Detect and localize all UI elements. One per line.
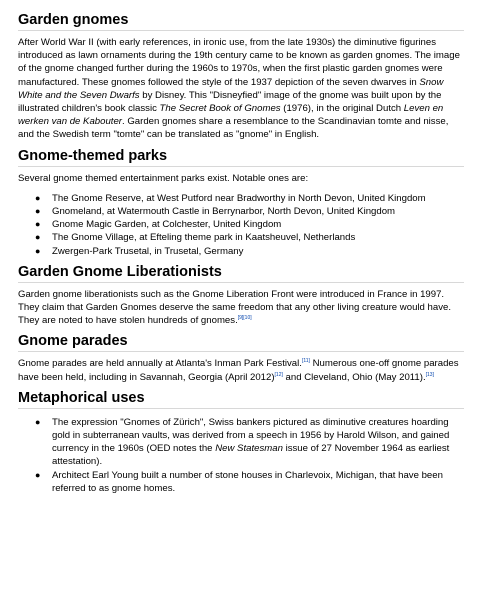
- heading-metaphorical-uses: Metaphorical uses: [18, 390, 464, 409]
- film-title: Snow White and the Seven Dwarfs: [18, 76, 444, 101]
- list-item: ● The expression "Gnomes of Zürich", Swiss bankers pictured as diminutive creatures hoarding gold in subterranean vaults, was derived from a speech in 1956 by Harold Wilson, and gained currency in the 1960s (OED notes the New Statesman issue of 27 November 1964 as earliest attestation).: [35, 416, 450, 468]
- heading-gnome-themed-parks: Gnome-themed parks: [18, 148, 464, 167]
- paragraph-gnome-parades: Gnome parades are held annually at Atlanta's Inman Park Festival.[11] Numerous one-off gnome parades have been held, including in Savannah, Georgia (April 2012)[12] and Cleveland, Ohio (May 2011).[13]: [18, 358, 459, 383]
- citation-link[interactable]: [13]: [425, 371, 434, 378]
- citation-link[interactable]: [12]: [274, 371, 283, 378]
- section-garden-gnomes: [18, 12, 464, 142]
- bullet-icon: ●: [35, 232, 41, 243]
- heading-liberationists: Garden Gnome Liberationists: [18, 264, 464, 283]
- bullet-icon: ●: [35, 192, 41, 203]
- bullet-icon: ●: [35, 206, 41, 217]
- list-item: ● Architect Earl Young built a number of stone houses in Charlevoix, Michigan, that have been referred to as gnome homes.: [35, 469, 443, 494]
- paragraph-garden-gnomes: After World War II (with early references, in ironic use, from the late 1930s) the diminutive figurines introduced as lawn ornaments during the 19th century came to be known as garden gnomes. The image of the gnome changed further during the 1960s to 1970s, when the first plastic garden gnomes were manufactured. These gnomes followed the style of the 1937 depiction of the seven dwarves in Snow White and the Seven Dwarfs by Disney. This "Disneyfied" image of the gnome was built upon by the illustrated children's book classic The Secret Book of Gnomes (1976), in the original Dutch Leven en werken van de Kabouter. Garden gnomes share a resemblance to the Scandinavian tomte and nisse, and the Swedish term "tomte" can be translated as "gnome" in English.: [18, 37, 460, 141]
- bullet-icon: ●: [35, 245, 41, 256]
- section-gnome-themed-parks: [18, 148, 464, 258]
- list-item: ● The Gnome Reserve, at West Putford near Bradworthy in North Devon, United Kingdom: [35, 192, 426, 204]
- citation-link[interactable]: [11]: [301, 358, 310, 365]
- list-item: ● Gnome Magic Garden, at Colchester, United Kingdom: [35, 219, 282, 231]
- paragraph-liberationists: Garden gnome liberationists such as the Gnome Liberation Front were introduced in France in 1997. They claim that Garden Gnomes deserve the same freedom that any other living creature would have. They are noted to have stolen hundreds of gnomes.[9][10]: [18, 288, 452, 327]
- list-item: ● Gnomeland, at Watermouth Castle in Berrynarbor, North Devon, United Kingdom: [35, 206, 396, 218]
- heading-garden-gnomes: Garden gnomes: [18, 12, 464, 31]
- parks-intro: Several gnome themed entertainment parks exist. Notable ones are:: [18, 172, 309, 184]
- section-gnome-parades: [18, 333, 464, 383]
- section-metaphorical-uses: [18, 390, 464, 495]
- section-liberationists: [18, 264, 464, 328]
- book-title: The Secret Book of Gnomes: [159, 103, 281, 115]
- magazine-title: New Statesman: [215, 443, 283, 455]
- bullet-icon: ●: [35, 219, 41, 230]
- list-item: ● The Gnome Village, at Efteling theme park in Kaatsheuvel, Netherlands: [35, 232, 356, 244]
- dutch-title: Leven en werken van de Kabouter: [18, 103, 444, 128]
- list-item: ● Zwergen-Park Trusetal, in Trusetal, Germany: [35, 245, 244, 257]
- parks-list: [18, 192, 464, 258]
- bullet-icon: ●: [35, 416, 41, 427]
- heading-gnome-parades: Gnome parades: [18, 333, 464, 352]
- metaphor-list: [18, 416, 464, 495]
- bullet-icon: ●: [35, 469, 41, 480]
- citation-link[interactable]: [9][10]: [237, 315, 252, 322]
